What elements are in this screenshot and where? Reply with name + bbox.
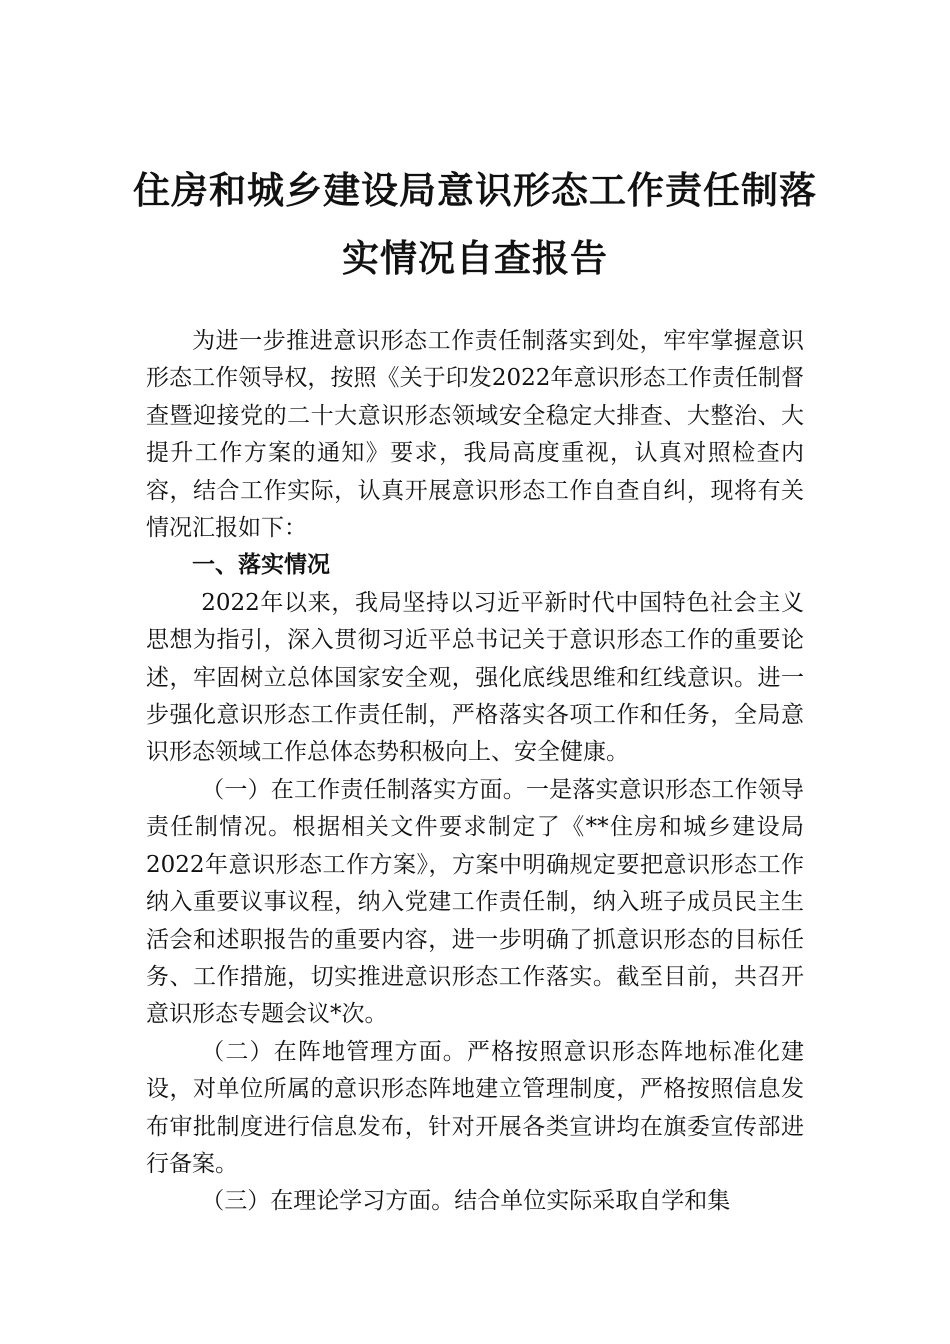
document-title-line-1: 住房和城乡建设局意识形态工作责任制落 — [133, 168, 817, 212]
list-item-2: （二）在阵地管理方面。严格按照意识形态阵地标准化建设，对单位所属的意识形态阵地建立管理制度，严格按照信息发布审批制度进行信息发布，针对开展各类宣讲均在旗委宣传部进行备案。 — [146, 1038, 804, 1177]
list-item-1: （一）在工作责任制落实方面。一是落实意识形态工作领导责任制情况。根据相关文件要求制定了《**住房和城乡建设局2022年意识形态工作方案》，方案中明确规定要把意识形态工作纳入重要议事议程，纳入党建工作责任制，纳入班子成员民主生活会和述职报告的重要内容，进一步明确了抓意识形态的目标任务、工作措施，切实推进意识形态工作落实。截至目前，共召开意识形态专题会议*次。 — [146, 776, 804, 1028]
document-title-line-2: 实情况自查报告 — [342, 236, 608, 280]
section-heading: 一、落实情况 — [192, 552, 330, 579]
list-item-3: （三）在理论学习方面。结合单位实际采取自学和集 — [201, 1188, 731, 1215]
intro-paragraph: 为进一步推进意识形态工作责任制落实到处，牢牢掌握意识形态工作领导权，按照《关于印发2022年意识形态工作责任制督查暨迎接党的二十大意识形态领域安全稳定大排查、大整治、大提升工作方案的通知》要求，我局高度重视，认真对照检查内容，结合工作实际，认真开展意识形态工作自查自纠，现将有关情况汇报如下： — [146, 328, 804, 542]
section-paragraph: 2022年以来，我局坚持以习近平新时代中国特色社会主义思想为指引，深入贯彻习近平总书记关于意识形态工作的重要论述，牢固树立总体国家安全观，强化底线思维和红线意识。进一步强化意识形态工作责任制，严格落实各项工作和任务，全局意识形态领域工作总体态势积极向上、安全健康。 — [146, 589, 804, 766]
document-body — [146, 323, 804, 1221]
